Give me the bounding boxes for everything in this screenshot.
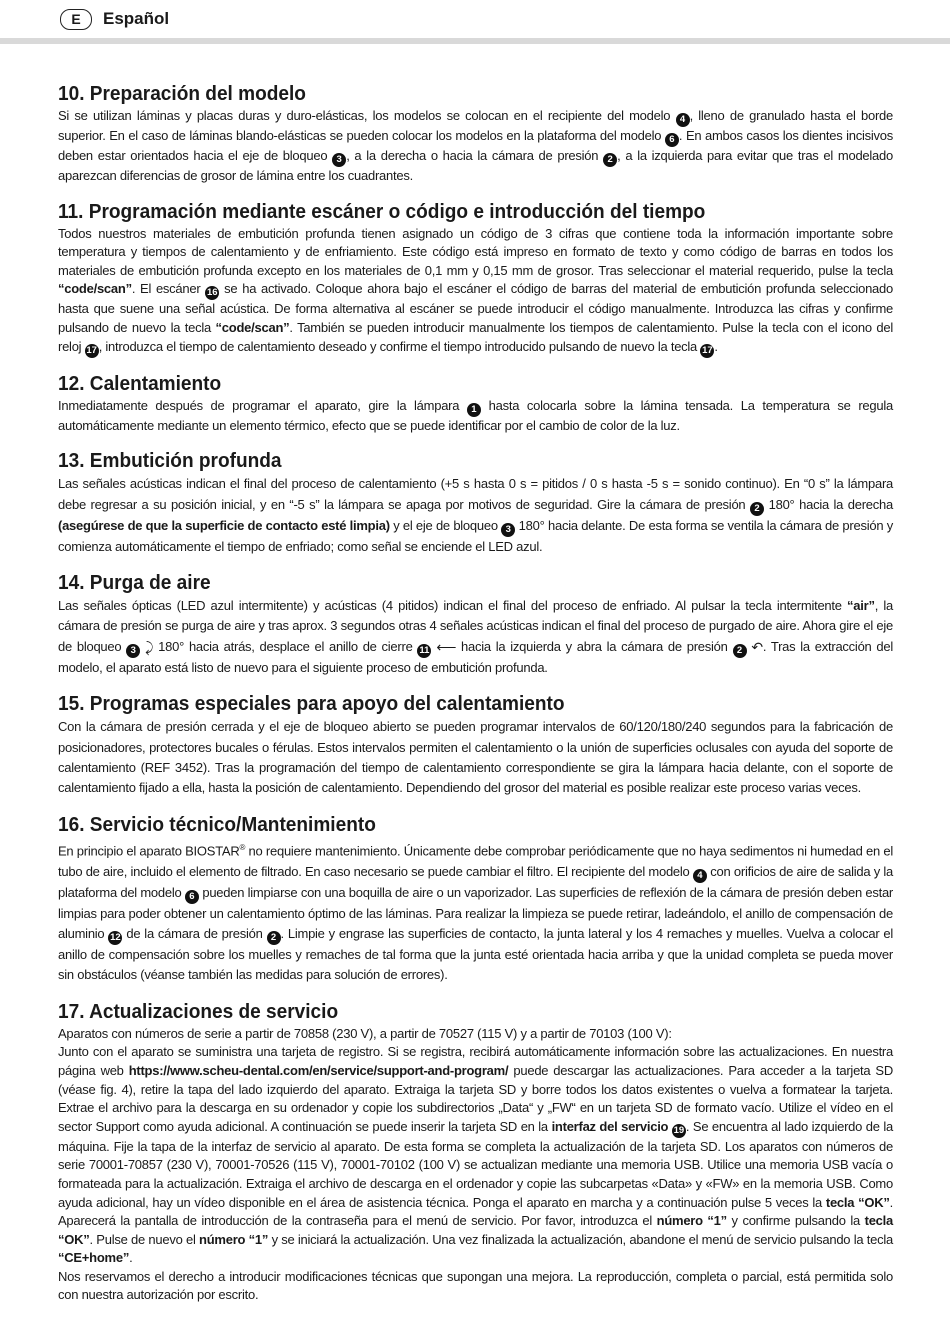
ref-number-icon: 3 bbox=[332, 153, 346, 167]
ref-number-icon: 6 bbox=[665, 133, 679, 147]
section-text: Inmediatamente después de programar el aparato, gire la lámpara 1 hasta colocarla sobre la lámina tensada. La temperatura se regula automáticamente mediante un elemento térmico, efecto que se puede identificar por el cambio de color de la luz. bbox=[58, 397, 893, 433]
section-17 bbox=[58, 998, 893, 1305]
ref-number-icon: 19 bbox=[673, 1124, 685, 1136]
ref-number-icon: 6 bbox=[185, 890, 199, 904]
section-text: Todos nuestros materiales de embutición profunda tienen asignado un código de 3 cifras que contiene toda la información importante sobre temperatura y tiempos de calentamiento y de enfriamiento. Este código está impreso en formato de texto y como código de barras en todos los materiales de embutición profunda excepto en los materiales de 0,1 mm y 0,15 mm de grosor. Tras seleccionar el material requerido, pulse la tecla “code/scan”. El escáner 16 se ha activado. Coloque ahora bajo el escáner el código de barras del material de embutición profunda seleccionado hasta que suene una señal acústica. De forma alternativa al escáner se puede introducir el código manualmente. Introduzca las cifras y confirme pulsando de nuevo la tecla “code/scan”. También se pueden introducir manualmente los tiempos de calentamiento. Pulse la tecla con el icono del reloj 17 , introduzca el tiempo de calentamiento deseado y confirme el tiempo introducido pulsando de nuevo la tecla 17 . bbox=[58, 225, 893, 356]
section-title: 11. Programación mediante escáner o código e introducción del tiempo bbox=[58, 199, 706, 223]
section-title: 15. Programas especiales para apoyo del calentamiento bbox=[58, 692, 565, 716]
ref-number-icon: 3 bbox=[501, 523, 515, 537]
section-text: Las señales ópticas (LED azul intermitente) y acústicas (4 pitidos) indican el final del proceso de enfriado. Al pulsar la tecla intermitente “air”, la cámara de presión se purga de aire y tras aprox. 3 segundos otras 4 señales acústicas indican el final del proceso de purgado de aire. Ahora gire el eje de bloqueo 3 ⤸ 180° hacia atrás, desplace el anillo de cierre 11 ⟵ hacia la izquierda y abra la cámara de presión 2 ↶. Tras la extracción del modelo, el aparato está listo de nuevo para el siguiente proceso de embutición profunda. bbox=[58, 597, 894, 675]
language-label: Español bbox=[103, 9, 170, 28]
ref-number-icon: 3 bbox=[126, 644, 140, 658]
ref-number-icon: 2 bbox=[750, 502, 764, 516]
section-title: 10. Preparación del modelo bbox=[58, 82, 306, 105]
document-body bbox=[58, 80, 893, 1317]
section-14 bbox=[58, 569, 893, 678]
ref-number-icon: 2 bbox=[267, 931, 281, 945]
section-title: 13. Embutición profunda bbox=[58, 449, 282, 473]
arrow-left-icon: ⟵ bbox=[436, 638, 457, 655]
section-text: Con la cámara de presión cerrada y el eje de bloqueo abierto se pueden programar intervalos de 60/120/180/240 segundos para la fabricación de posicionadores, protectores bucales o férulas. Estos intervalos permiten el calentamiento o la unión de superficies oclusales con ayuda del soporte de calentamiento (REF 3452). Tras la programación del tiempo de calentamiento correspondiente se gira la lámpara hacia delante, con el soporte de calentamiento fijado a ella, hasta la posición de calentamiento. Dependiendo del grosor del material es posible realizar este proceso varias veces. bbox=[58, 719, 893, 796]
section-15 bbox=[58, 690, 893, 799]
section-text: Si se utilizan láminas y placas duras y duro-elásticas, los modelos se colocan en el recipiente del modelo 4 , lleno de granulado hasta el borde superior. En el caso de láminas blando-elásticas se pueden colocar los modelos en la plataforma del modelo 6 . En ambos casos los dientes incisivos deben estar orientados hacia el eje de bloqueo 3 , a la derecha o hacia la cámara de presión 2 , a la izquierda para evitar que tras el modelado aparezcan diferencias de grosor de lámina entre los cuadrantes. bbox=[58, 108, 893, 183]
page-header bbox=[0, 0, 950, 44]
section-text: En principio el aparato BIOSTAR® no requiere mantenimiento. Únicamente debe comprobar periódicamente que no haya sedimentos ni humedad en el tubo de aire, incluido el elemento de filtrado. En caso necesario se puede cambiar el filtro. El recipiente del modelo 4 con orificios de aire de salida y la plataforma del modelo 6 pueden limpiarse con una boquilla de aire o un vaporizador. Las superficies de reflexión de la cámara de presión deben estar limpias para poder obtener un calentamiento óptimo de las láminas. Para realizar la limpieza se puede retirar, ladeándolo, el anillo de compensación de aluminio 12 de la cámara de presión 2 . Limpie y engrase las superficies de contacto, la junta lateral y los 4 remaches y muelles. Vuelva a colocar el anillo de compensación sobre los muelles y remaches de tal forma que la junta esté orientada hacia arriba y que la unidad completa se pueda mover sin obstáculos (véanse también las medidas para solución de errores). bbox=[58, 842, 893, 983]
section-11 bbox=[58, 198, 893, 358]
section-text: Junto con el aparato se suministra una tarjeta de registro. Si se registra, recibirá automáticamente información sobre las actualizaciones. En nuestra página web https://www.scheu-dental.com/en/service/support-and-program/ puede descargar las actualizaciones. Para acceder a la tarjeta SD (véase fig. 4), retire la tapa del lado izquierdo del aparato. Extraiga la tarjeta SD y borre todos los datos existentes o vuelva a formatear la tarjeta. Extrae el archivo para la descarga en su ordenador y copie los subdirectorios „Data“ y „FW“ en un tarjeta SD de formato vacío. Utilize el vídeo en el sector Support como ayuda adicional. A continuación se puede inserir la tarjeta SD en la interfaz del servicio 19 . Se encuentra al lado izquierdo de la máquina. Fije la tapa de la interfaz de servicio al aparato. De esta forma se completa la actualización de la tarjeta SD. Los aparatos con números de serie 70001-70857 (230 V), 70001-70526 (115 V), 70001-70102 (100 V) se actualizan mediante una memoria USB. Utilice una memoria USB vacía o formateada para la actualización. Extraiga el archivo de descarga en el ordenador y copie las subcarpetas «Data» y «FW» en la memoria USB. Como ayuda adicional, hay un vídeo disponible en el área de asistencia técnica. Ponga el aparato en marcha y a continuación pulse 5 veces la tecla “OK”. Aparecerá la pantalla de introducción de la contraseña para el menú de servicio. Por favor, introduzca el número “1” y confirme pulsando la tecla “OK”. Pulse de nuevo el número “1” y se iniciará la actualización. Una vez finalizada la actualización, abandone el menú de servicio pulsando la tecla “CE+home”. bbox=[58, 1044, 894, 1266]
section-title: 14. Purga de aire bbox=[58, 570, 211, 594]
section-10 bbox=[58, 80, 893, 186]
ref-number-icon: 4 bbox=[693, 869, 707, 883]
section-text: Aparatos con números de serie a partir de 70858 (230 V), a partir de 70527 (115 V) y a partir de 70103 (100 V): bbox=[58, 1025, 672, 1041]
ref-number-icon: 11 bbox=[419, 644, 430, 656]
language-badge: E bbox=[60, 9, 92, 30]
ref-number-icon: 2 bbox=[733, 644, 747, 658]
ref-number-icon: 16 bbox=[207, 287, 218, 299]
section-title: 17. Actualizaciones de servicio bbox=[58, 999, 339, 1023]
ref-number-icon: 1 bbox=[467, 403, 481, 417]
section-title: 12. Calentamiento bbox=[58, 371, 222, 395]
section-12 bbox=[58, 370, 893, 436]
support-url-link[interactable]: https://www.scheu-dental.com/en/service/support-and-program/ bbox=[128, 1062, 509, 1078]
ref-number-icon: 2 bbox=[603, 153, 617, 167]
ref-number-icon: 17 bbox=[702, 344, 713, 356]
ref-number-icon: 4 bbox=[676, 113, 690, 127]
section-16 bbox=[58, 811, 893, 986]
ref-number-icon: 12 bbox=[110, 931, 121, 943]
rotate-clockwise-icon: ⤸ bbox=[145, 638, 154, 655]
rotate-counterclockwise-icon: ↶ bbox=[751, 638, 763, 655]
legal-notice: Nos reservamos el derecho a introducir modificaciones técnicas que supongan una mejora. La reproducción, completa o parcial, está permitida solo con nuestra autorización por escrito. bbox=[58, 1268, 893, 1303]
section-13 bbox=[58, 447, 893, 557]
ref-number-icon: 17 bbox=[86, 344, 97, 356]
section-title: 16. Servicio técnico/Mantenimiento bbox=[58, 812, 376, 836]
section-text: Las señales acústicas indican el final del proceso de calentamiento (+5 s hasta 0 s = pitidos / 0 s hasta -5 s = sonido continuo). En “0 s” la lámpara debe regresar a su posición inicial, y en “-5 s” la lámpara se apaga por motivos de seguridad. Gire la cámara de presión 2 180° hacia la derecha (asegúrese de que la superficie de contacto esté limpia) y el eje de bloqueo 3 180° hacia delante. De esta forma se ventila la cámara de presión y comienza automáticamente el tiempo de enfriado; como señal se enciende el LED azul. bbox=[58, 476, 893, 554]
